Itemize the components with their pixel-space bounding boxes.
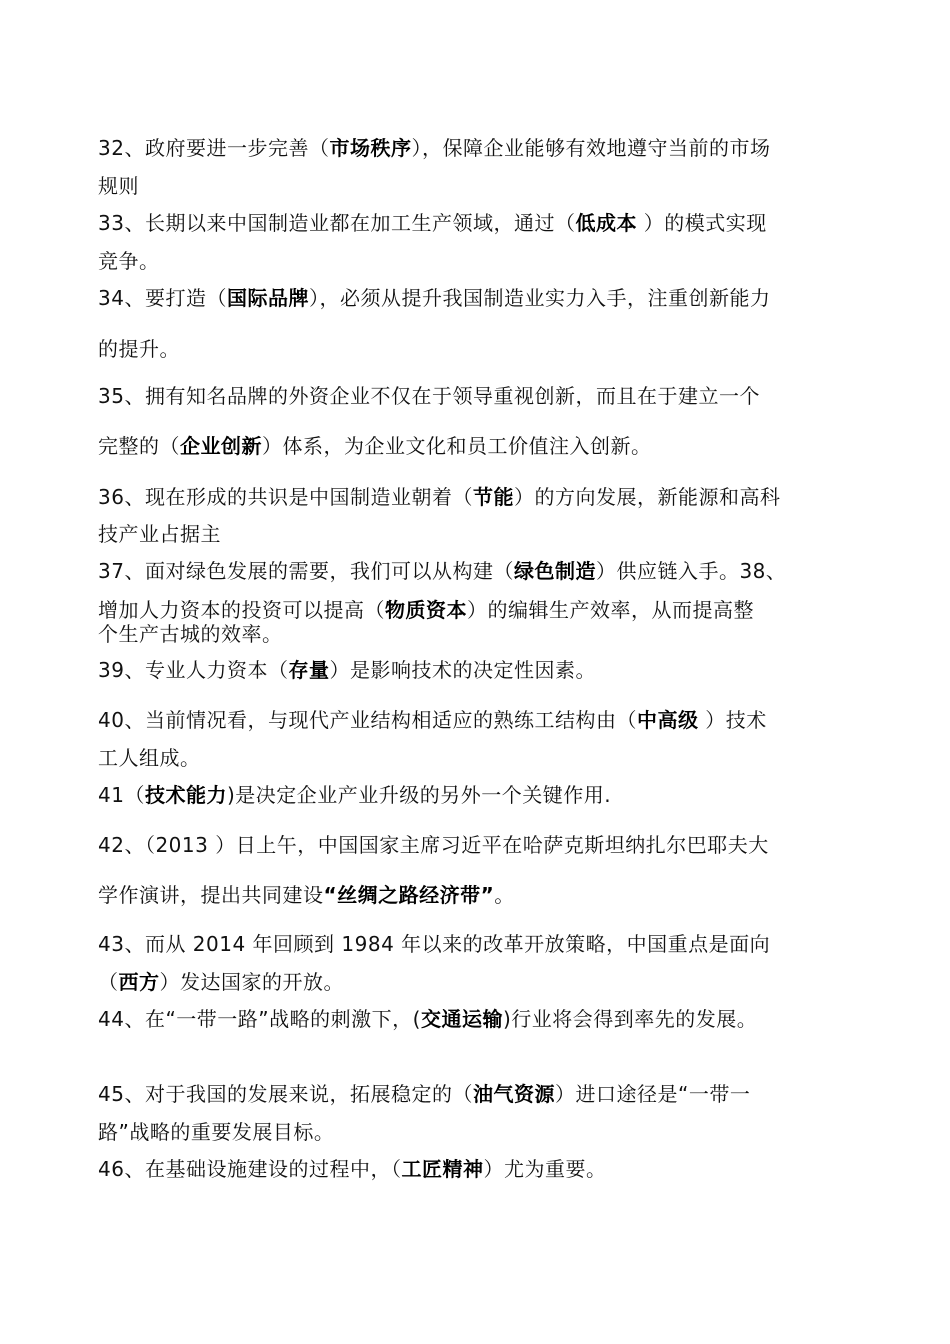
text-line-43a: 43、而从 2014 年回顾到 1984 年以来的改革开放策略，中国重点是面向 bbox=[98, 932, 771, 956]
text-line-43b: （西方）发达国家的开放。 bbox=[98, 970, 344, 994]
text-line-38b: 个生产古城的效率。 bbox=[98, 622, 283, 646]
text-line-34b: 的提升。 bbox=[98, 337, 180, 361]
text-line-34a: 34、要打造（国际品牌），必须从提升我国制造业实力入手，注重创新能力 bbox=[98, 286, 771, 310]
text-line-44: 44、在“一带一路”战略的刺激下，(交通运输)行业将会得到率先的发展。 bbox=[98, 1007, 758, 1031]
text-line-32b: 规则 bbox=[98, 174, 139, 198]
text-line-36b: 技产业占据主 bbox=[98, 522, 221, 546]
text-line-46: 46、在基础设施建设的过程中，（工匠精神）尤为重要。 bbox=[98, 1157, 607, 1181]
text-line-40b: 工人组成。 bbox=[98, 746, 201, 770]
text-line-41: 41（技术能力)是决定企业产业升级的另外一个关键作用. bbox=[98, 783, 612, 807]
text-line-45b: 路”战略的重要发展目标。 bbox=[98, 1120, 335, 1144]
text-line-42a: 42、（2013 ）日上午，中国国家主席习近平在哈萨克斯坦纳扎尔巴耶夫大 bbox=[98, 833, 769, 857]
text-line-32a: 32、政府要进一步完善（市场秩序），保障企业能够有效地遵守当前的市场 bbox=[98, 136, 771, 160]
text-line-35b: 完整的（企业创新）体系，为企业文化和员工价值注入创新。 bbox=[98, 434, 652, 458]
text-line-36a: 36、现在形成的共识是中国制造业朝着（节能）的方向发展，新能源和高科 bbox=[98, 485, 781, 509]
text-line-33a: 33、长期以来中国制造业都在加工生产领域，通过（低成本 ）的模式实现 bbox=[98, 211, 767, 235]
text-line-38a: 增加人力资本的投资可以提高（物质资本）的编辑生产效率，从而提高整 bbox=[98, 598, 754, 622]
text-line-45a: 45、对于我国的发展来说，拓展稳定的（油气资源）进口途径是“一带一 bbox=[98, 1082, 751, 1106]
text-line-37: 37、面对绿色发展的需要，我们可以从构建（绿色制造）供应链入手。38、 bbox=[98, 559, 787, 583]
text-line-42b: 学作演讲，提出共同建设“丝绸之路经济带”。 bbox=[98, 883, 515, 907]
text-line-35a: 35、拥有知名品牌的外资企业不仅在于领导重视创新，而且在于建立一个 bbox=[98, 384, 760, 408]
text-line-33b: 竞争。 bbox=[98, 249, 160, 273]
text-line-39: 39、专业人力资本（存量）是影响技术的决定性因素。 bbox=[98, 658, 596, 682]
text-line-40a: 40、当前情况看，与现代产业结构相适应的熟练工结构由（中高级 ）技术 bbox=[98, 708, 767, 732]
